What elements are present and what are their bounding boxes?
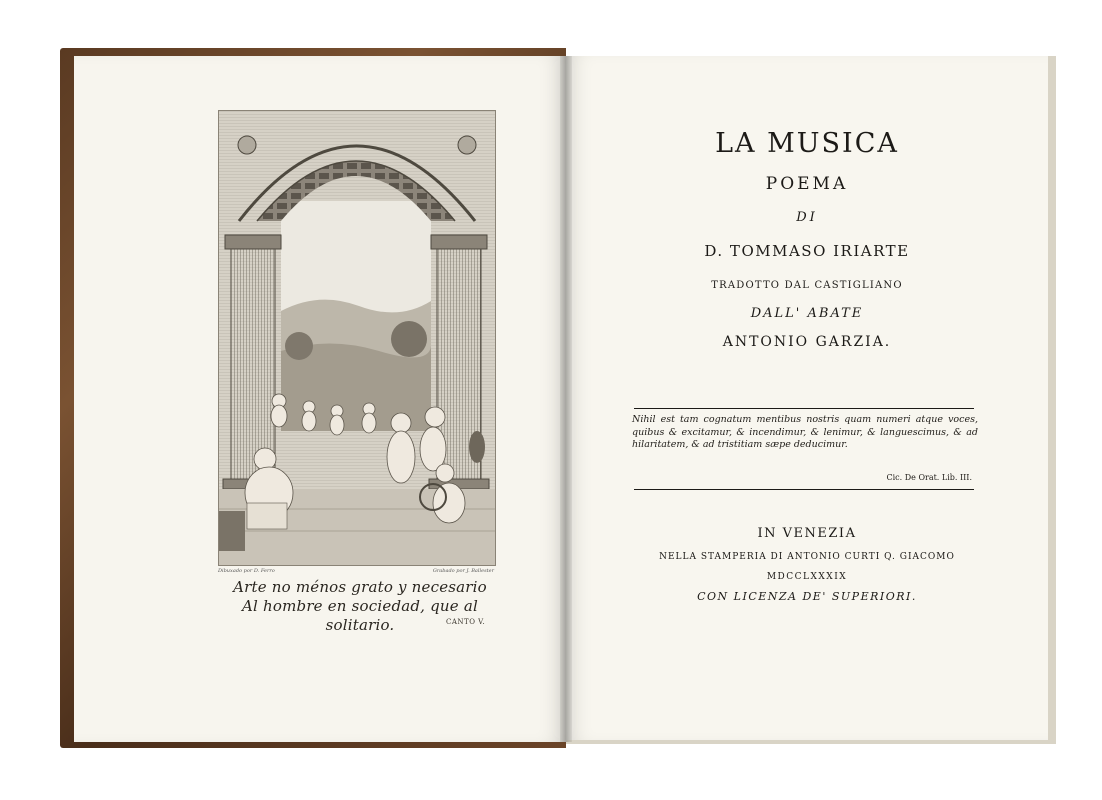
- caption-line-1: Arte no ménos grato y necesario: [233, 578, 487, 596]
- translator-title: DALL' ABATE: [750, 306, 864, 321]
- engraving-illustration: [219, 111, 495, 565]
- frontispiece-caption: [210, 578, 510, 635]
- imprint-year: MDCCLXXXIX: [766, 572, 848, 582]
- by-word: DI: [796, 210, 818, 225]
- caption-line-2: Al hombre en sociedad, que al solitario.: [242, 597, 478, 634]
- imprint-place: IN VENEZIA: [757, 526, 857, 541]
- epigraph-text: Nihil est tam cognatum mentibus nostris quam numeri atque voces, quibus & excitamur, & incendimur, & lenimur, & languescimus, & ad hilaritatem, & ad tristitiam sæpe deducimur.: [632, 414, 978, 450]
- translator-name: ANTONIO GARZIA.: [722, 334, 892, 350]
- engraving-credit-draftsman: Dibuxado por D. Ferro: [218, 568, 275, 574]
- open-book: [60, 48, 1056, 748]
- book-title: LA MUSICA: [715, 128, 899, 159]
- book-subtitle: POEMA: [765, 174, 849, 194]
- epigraph-rule-bottom: [634, 489, 974, 490]
- translation-note: TRADOTTO DAL CASTIGLIANO: [711, 280, 903, 291]
- imprint-license: CON LICENZA DE' SUPERIORI.: [697, 590, 917, 603]
- title-page: [566, 56, 1048, 740]
- author-name: D. TOMMASO IRIARTE: [704, 242, 910, 260]
- engraving-credits: [218, 566, 494, 578]
- imprint-printer: NELLA STAMPERIA DI ANTONIO CURTI Q. GIACOMO: [659, 552, 955, 562]
- engraving-credit-engraver: Grabado por J. Ballester: [432, 568, 494, 574]
- canto-label: CANTO V.: [446, 618, 486, 626]
- epigraph-source: Cic. De Orat. Lib. III.: [886, 473, 972, 482]
- frontispiece-engraving: [218, 110, 496, 566]
- epigraph-rule-top: [634, 408, 974, 409]
